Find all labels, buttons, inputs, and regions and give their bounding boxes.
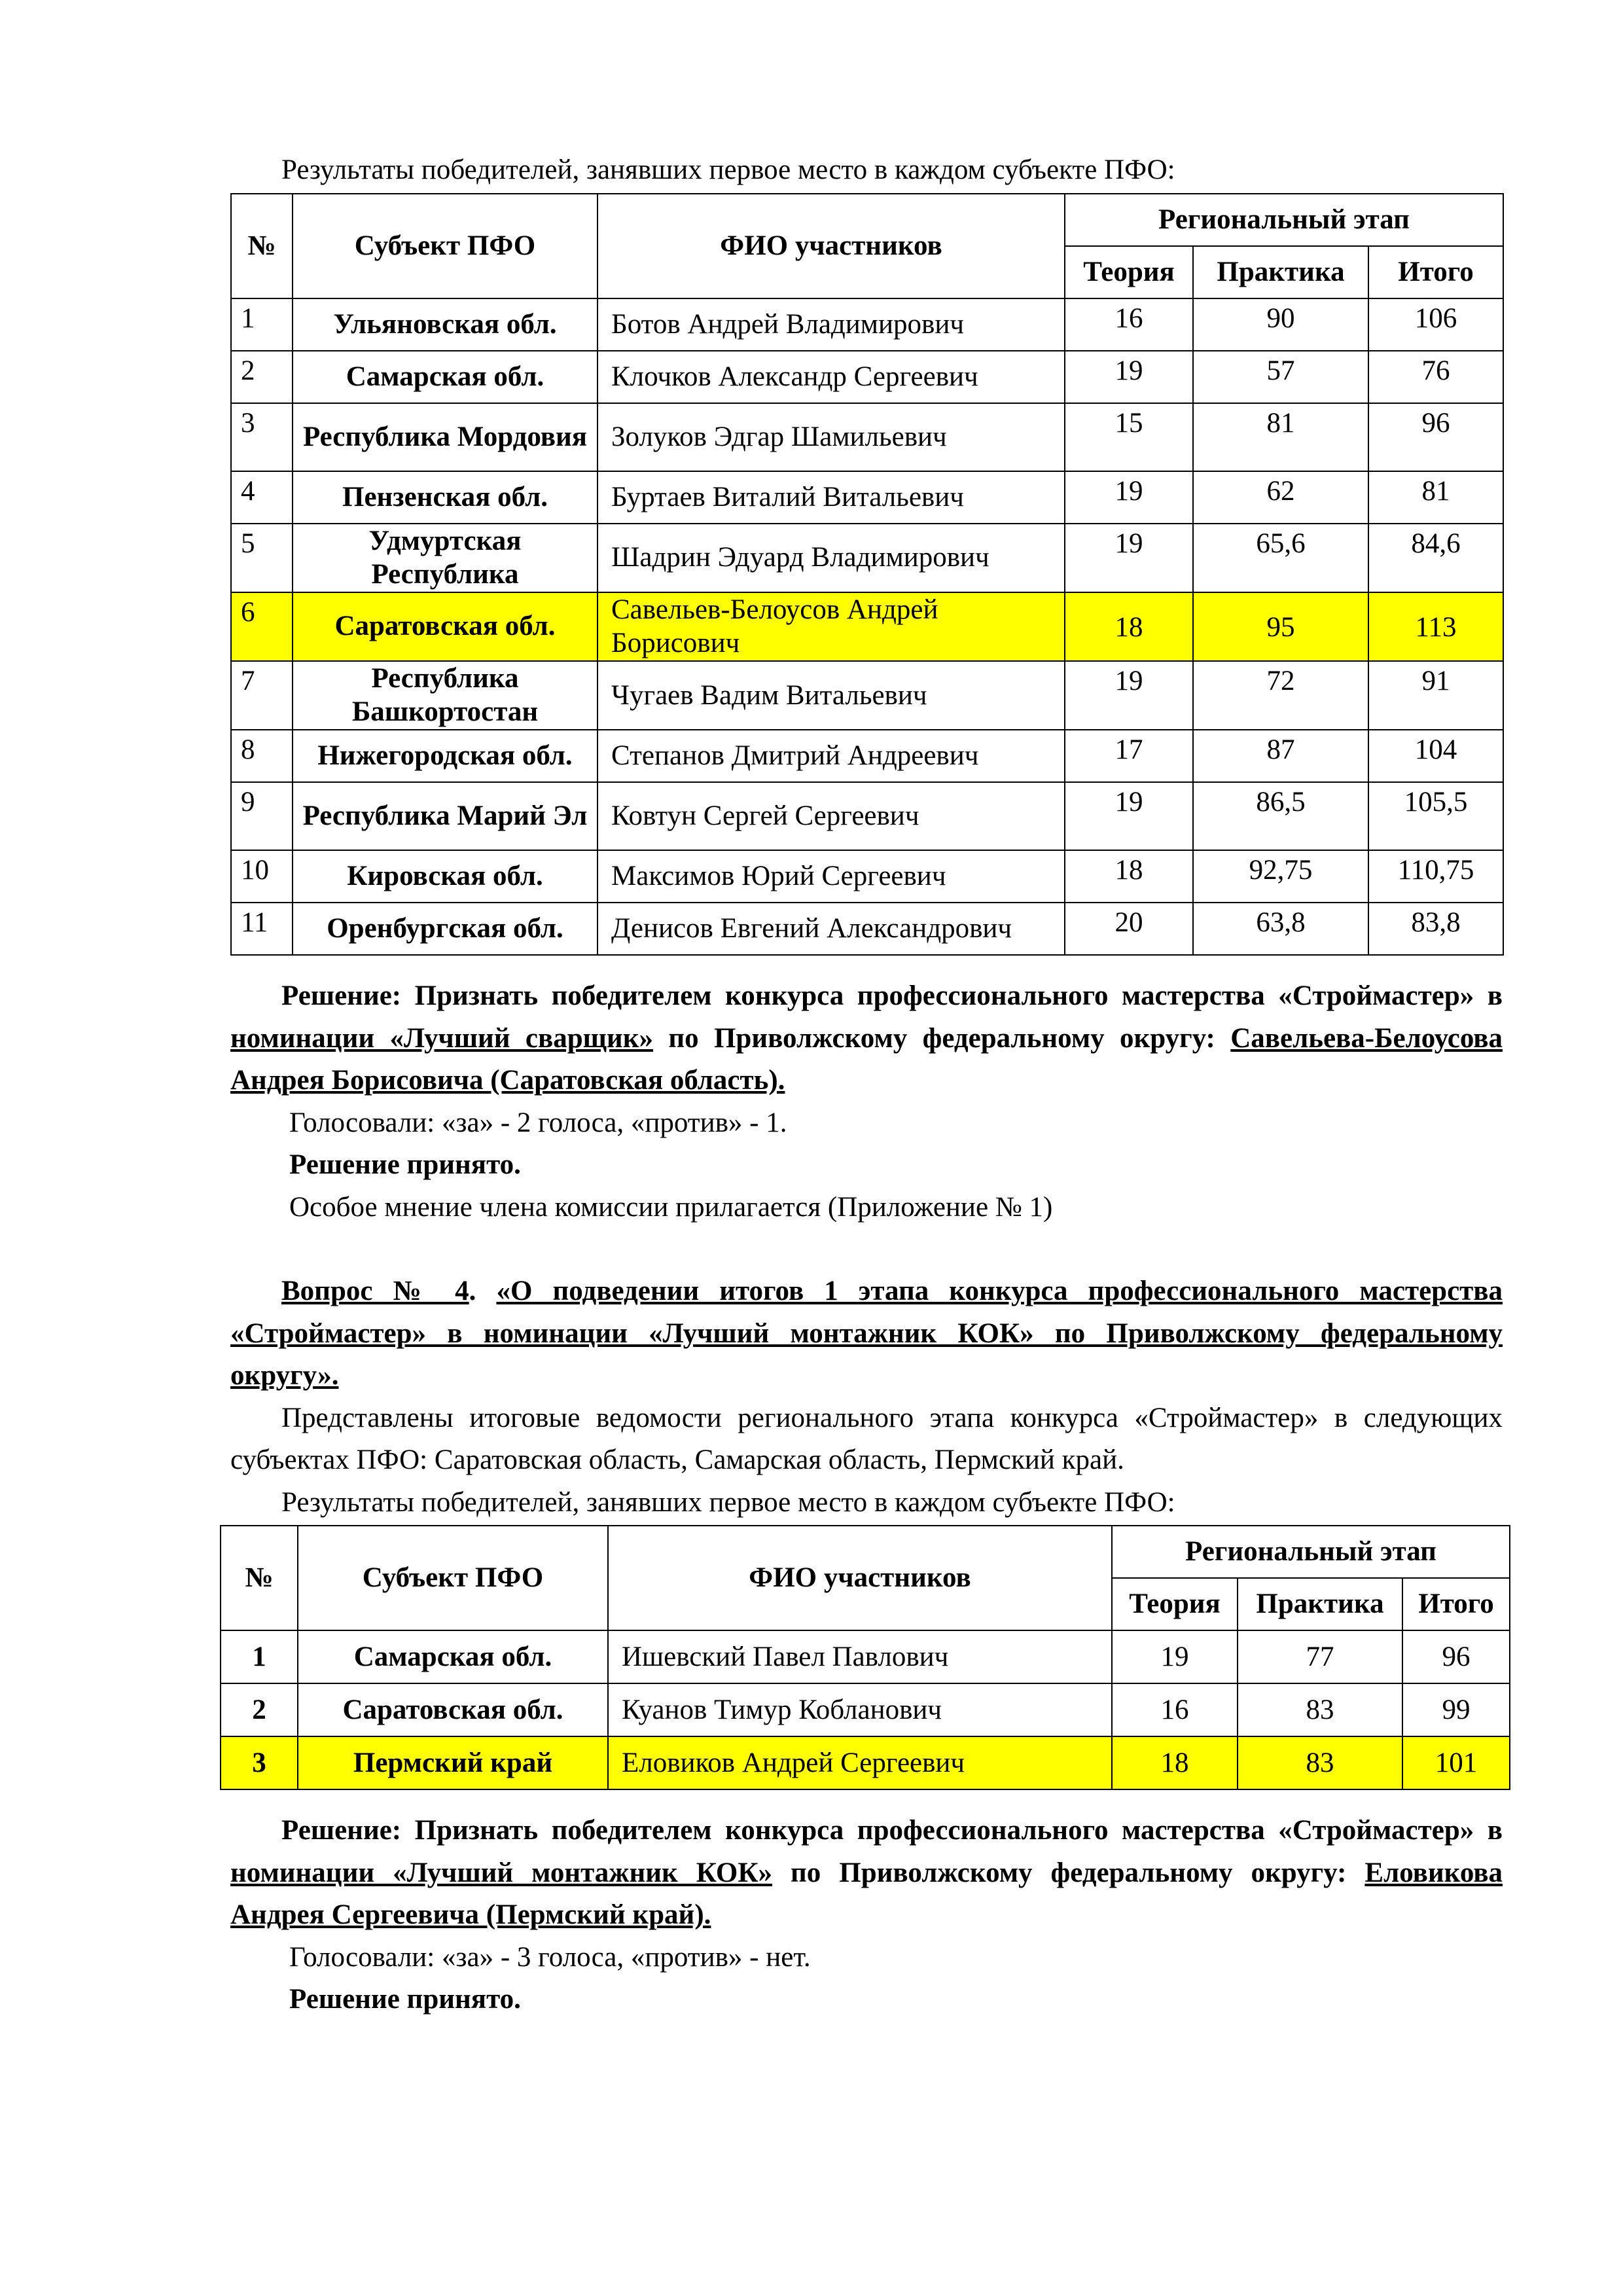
decision-text-cont: по Приволжскому федеральному округу: [772, 1857, 1365, 1888]
header-name: ФИО участников [608, 1526, 1112, 1630]
row-num: 10 [231, 850, 293, 903]
accepted-1: Решение принято. [289, 1149, 521, 1181]
row-num: 9 [231, 782, 293, 850]
header-total: Итого [1402, 1578, 1510, 1630]
row-subject: Пензенская обл. [293, 471, 597, 524]
row-total: 110,75 [1368, 850, 1503, 903]
row-num: 1 [221, 1630, 298, 1683]
row-num: 2 [221, 1683, 298, 1736]
row-total: 113 [1368, 592, 1503, 661]
row-theory: 19 [1112, 1630, 1238, 1683]
row-practice: 63,8 [1193, 903, 1368, 955]
row-total: 81 [1368, 471, 1503, 524]
header-practice: Практика [1193, 246, 1368, 298]
row-theory: 17 [1065, 730, 1193, 782]
row-total: 105,5 [1368, 782, 1503, 850]
row-theory: 18 [1065, 850, 1193, 903]
header-total: Итого [1368, 246, 1503, 298]
row-total: 104 [1368, 730, 1503, 782]
row-practice: 90 [1193, 298, 1368, 351]
header-theory: Теория [1065, 246, 1193, 298]
row-theory: 15 [1065, 403, 1193, 471]
row-total: 101 [1402, 1736, 1510, 1789]
row-name: Денисов Евгений Александрович [597, 903, 1065, 955]
row-practice: 83 [1238, 1683, 1402, 1736]
row-practice: 83 [1238, 1736, 1402, 1789]
row-name: Клочков Александр Сергеевич [597, 351, 1065, 403]
row-subject: Оренбургская обл. [293, 903, 597, 955]
question-label: Вопрос № 4 [281, 1276, 469, 1307]
row-name: Еловиков Андрей Сергеевич [608, 1736, 1112, 1789]
row-num: 5 [231, 524, 293, 592]
row-practice: 81 [1193, 403, 1368, 471]
row-theory: 18 [1065, 592, 1193, 661]
table-row [231, 782, 1503, 850]
row-theory: 19 [1065, 524, 1193, 592]
results-table-2 [220, 1525, 1510, 1790]
row-subject: Ульяновская обл. [293, 298, 597, 351]
row-subject: Кировская обл. [293, 850, 597, 903]
table-row [221, 1683, 1510, 1736]
row-name: Максимов Юрий Сергеевич [597, 850, 1065, 903]
table-row [231, 351, 1503, 403]
accepted-2: Решение принято. [289, 1984, 521, 2015]
row-theory: 19 [1065, 782, 1193, 850]
row-subject: Республика Мордовия [293, 403, 597, 471]
decision-paragraph-2 [230, 1810, 1503, 1937]
header-num: № [221, 1526, 298, 1630]
row-name: Ботов Андрей Владимирович [597, 298, 1065, 351]
special-opinion: Особое мнение члена комиссии прилагается (Приложение № 1) [289, 1191, 1053, 1223]
row-total: 84,6 [1368, 524, 1503, 592]
row-practice: 87 [1193, 730, 1368, 782]
row-theory: 19 [1065, 471, 1193, 524]
row-total: 91 [1368, 661, 1503, 730]
row-subject: Республика Башкортостан [293, 661, 597, 730]
row-subject: Нижегородская обл. [293, 730, 597, 782]
table-row [231, 850, 1503, 903]
header-practice: Практика [1238, 1578, 1402, 1630]
row-name: Савельев-Белоусов Андрей Борисович [597, 592, 1065, 661]
winner-text: Савельева-Белоусова Андрея Борисовича (Саратовская область). [230, 1022, 1503, 1096]
results-intro-2: Результаты победителей, занявших первое место в каждом субъекте ПФО: [281, 1486, 1175, 1518]
votes-2: Голосовали: «за» - 3 голоса, «против» - нет. [289, 1941, 811, 1973]
question-4-heading [230, 1270, 1503, 1397]
table-row-highlighted [231, 592, 1503, 661]
header-subject: Субъект ПФО [293, 194, 597, 298]
header-theory: Теория [1112, 1578, 1238, 1630]
row-subject: Пермский край [298, 1736, 608, 1789]
table-row [231, 730, 1503, 782]
nomination-text: номинации «Лучший монтажник КОК» [230, 1857, 773, 1888]
table-row [221, 1630, 1510, 1683]
decision-text: Решение: Признать победителем конкурса профессионального мастерства «Строймастер» в [281, 1815, 1503, 1846]
row-theory: 18 [1112, 1736, 1238, 1789]
header-subject: Субъект ПФО [298, 1526, 608, 1630]
row-num: 3 [231, 403, 293, 471]
table-row [231, 471, 1503, 524]
row-theory: 20 [1065, 903, 1193, 955]
table-row [231, 524, 1503, 592]
row-num: 4 [231, 471, 293, 524]
decision-text-cont: по Приволжскому федеральному округу: [652, 1022, 1231, 1054]
row-num: 1 [231, 298, 293, 351]
section-spacer [230, 1229, 1503, 1270]
row-practice: 57 [1193, 351, 1368, 403]
table-row [231, 661, 1503, 730]
row-practice: 92,75 [1193, 850, 1368, 903]
row-practice: 65,6 [1193, 524, 1368, 592]
row-num: 2 [231, 351, 293, 403]
row-theory: 16 [1112, 1683, 1238, 1736]
row-name: Чугаев Вадим Витальевич [597, 661, 1065, 730]
row-total: 99 [1402, 1683, 1510, 1736]
row-total: 83,8 [1368, 903, 1503, 955]
row-practice: 62 [1193, 471, 1368, 524]
decision-paragraph-1 [230, 975, 1503, 1102]
header-stage: Региональный этап [1065, 194, 1503, 246]
table-row [231, 903, 1503, 955]
document-page [230, 149, 1503, 2021]
header-num: № [231, 194, 293, 298]
row-subject: Удмуртская Республика [293, 524, 597, 592]
question-text: «О подведении итогов 1 этапа конкурса профессионального мастерства «Строймастер» в номинации «Лучший монтажник КОК» по Приволжскому федеральному округу». [230, 1276, 1503, 1391]
row-num: 11 [231, 903, 293, 955]
row-total: 106 [1368, 298, 1503, 351]
row-num: 6 [231, 592, 293, 661]
row-subject: Саратовская обл. [293, 592, 597, 661]
winner-text: Еловикова Андрея Сергеевича (Пермский край). [230, 1857, 1503, 1931]
row-num: 7 [231, 661, 293, 730]
row-subject: Самарская обл. [293, 351, 597, 403]
votes-1: Голосовали: «за» - 2 голоса, «против» - 1. [289, 1107, 787, 1138]
row-name: Степанов Дмитрий Андреевич [597, 730, 1065, 782]
row-name: Куанов Тимур Кобланович [608, 1683, 1112, 1736]
row-practice: 72 [1193, 661, 1368, 730]
table-row [231, 298, 1503, 351]
row-theory: 16 [1065, 298, 1193, 351]
header-name: ФИО участников [597, 194, 1065, 298]
row-subject: Республика Марий Эл [293, 782, 597, 850]
row-theory: 19 [1065, 661, 1193, 730]
row-num: 3 [221, 1736, 298, 1789]
row-practice: 86,5 [1193, 782, 1368, 850]
row-name: Буртаев Виталий Витальевич [597, 471, 1065, 524]
decision-text: Решение: Признать победителем конкурса профессионального мастерства «Строймастер» в [281, 980, 1503, 1012]
row-practice: 95 [1193, 592, 1368, 661]
presented-paragraph: Представлены итоговые ведомости регионального этапа конкурса «Строймастер» в следующих субъектах ПФО: Саратовская область, Самарская область, Пермский край. [230, 1402, 1503, 1476]
row-num: 8 [231, 730, 293, 782]
table-row [231, 403, 1503, 471]
nomination-text: номинации «Лучший сварщик» [230, 1022, 653, 1054]
row-name: Золуков Эдгар Шамильевич [597, 403, 1065, 471]
row-name: Ковтун Сергей Сергеевич [597, 782, 1065, 850]
header-stage: Региональный этап [1112, 1526, 1510, 1578]
row-name: Ишевский Павел Павлович [608, 1630, 1112, 1683]
row-subject: Самарская обл. [298, 1630, 608, 1683]
row-practice: 77 [1238, 1630, 1402, 1683]
table-row-highlighted [221, 1736, 1510, 1789]
row-total: 96 [1368, 403, 1503, 471]
row-name: Шадрин Эдуард Владимирович [597, 524, 1065, 592]
results-intro-1: Результаты победителей, занявших первое место в каждом субъекте ПФО: [281, 154, 1175, 185]
question-dot: . [469, 1276, 497, 1307]
row-subject: Саратовская обл. [298, 1683, 608, 1736]
row-total: 96 [1402, 1630, 1510, 1683]
row-total: 76 [1368, 351, 1503, 403]
results-table-1 [230, 193, 1504, 956]
row-theory: 19 [1065, 351, 1193, 403]
